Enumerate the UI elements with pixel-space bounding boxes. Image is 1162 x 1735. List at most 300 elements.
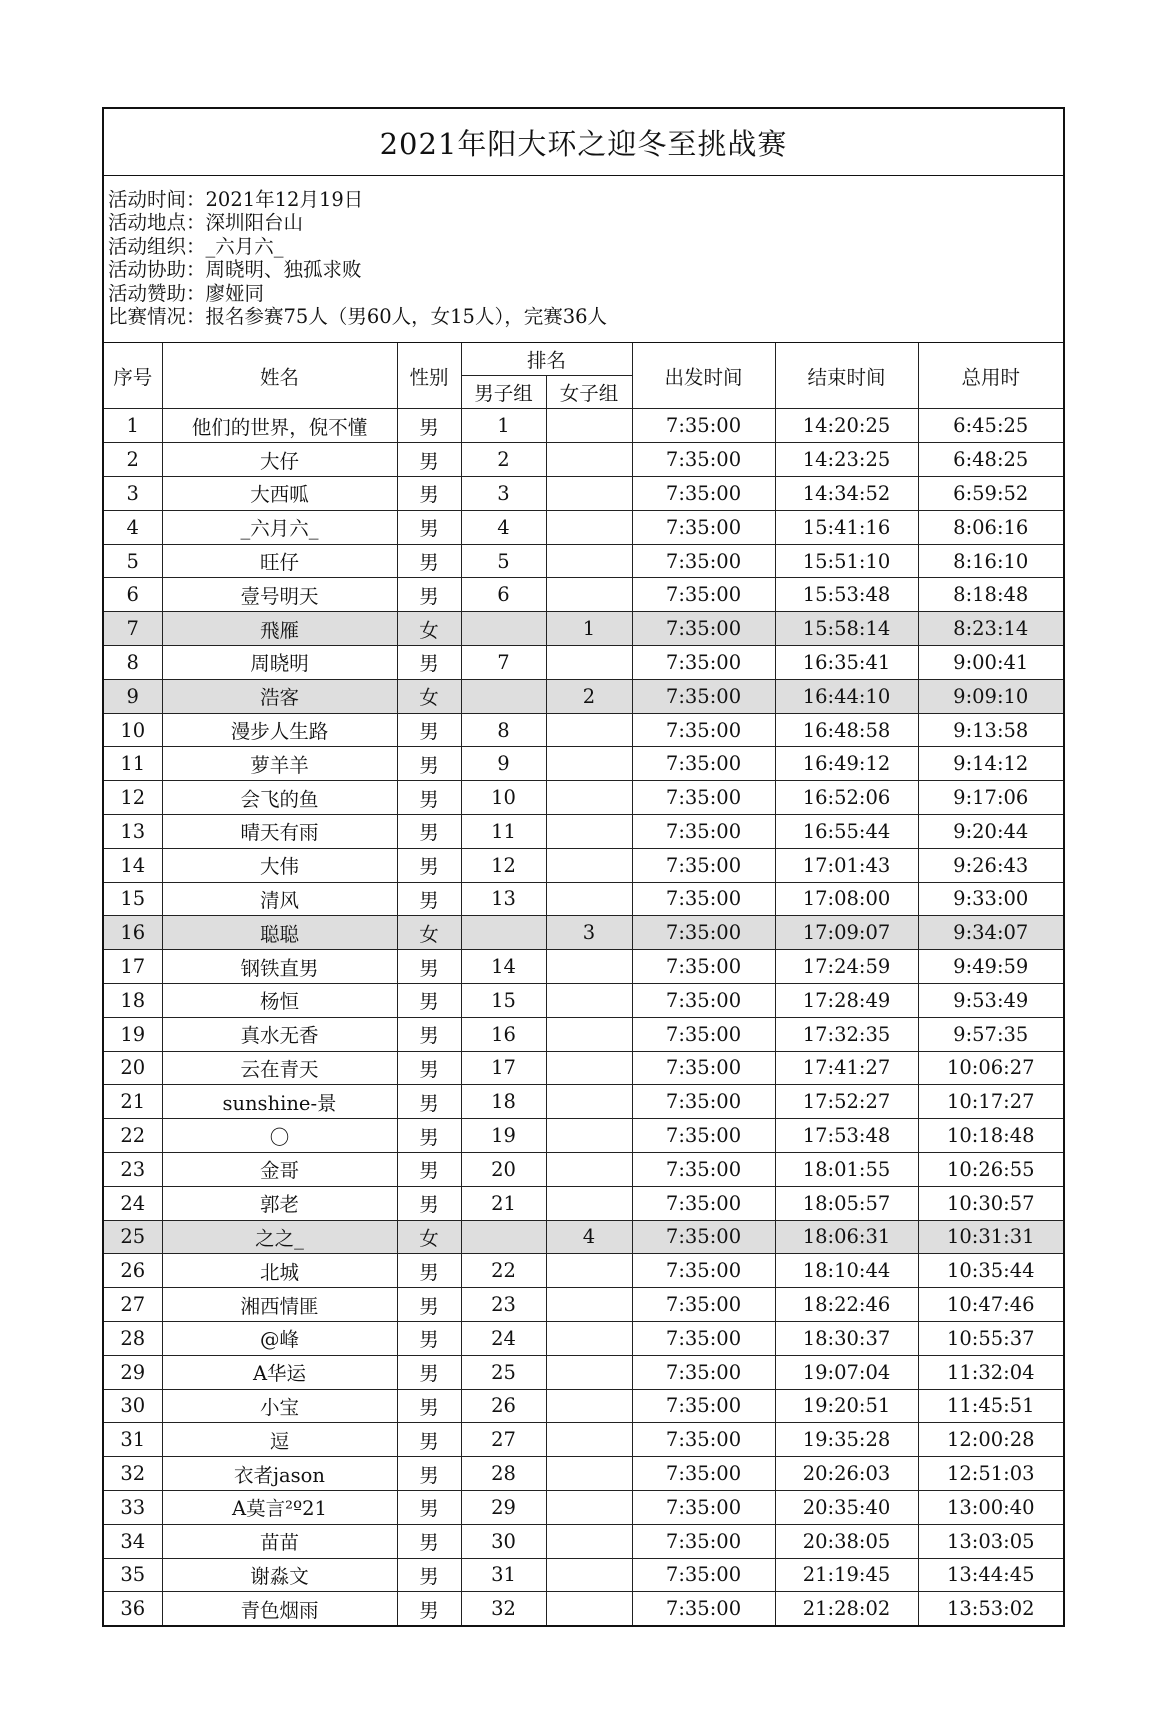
header-rank: 排名 — [461, 343, 632, 376]
cell-name: 浩客 — [162, 679, 397, 713]
cell-start-time: 7:35:00 — [632, 1423, 775, 1457]
cell-end-time: 16:52:06 — [775, 781, 918, 815]
cell-total-time: 9:57:35 — [918, 1017, 1063, 1051]
cell-seq: 9 — [104, 679, 162, 713]
table-row — [104, 1017, 1063, 1051]
cell-gender: 女 — [397, 679, 461, 713]
cell-female-rank — [546, 1017, 632, 1051]
cell-name: 漫步人生路 — [162, 713, 397, 747]
cell-end-time: 19:07:04 — [775, 1355, 918, 1389]
cell-end-time: 15:51:10 — [775, 544, 918, 578]
cell-end-time: 16:35:41 — [775, 646, 918, 680]
info-sponsor: 活动赞助：廖娅同 — [108, 281, 265, 305]
table-row — [104, 1186, 1063, 1220]
cell-total-time: 9:14:12 — [918, 747, 1063, 781]
cell-start-time: 7:35:00 — [632, 815, 775, 849]
cell-name: 云在青天 — [162, 1051, 397, 1085]
cell-total-time: 9:33:00 — [918, 882, 1063, 916]
table-row — [104, 1288, 1063, 1322]
cell-name: A莫言²º21 — [162, 1490, 397, 1524]
table-row — [104, 578, 1063, 612]
cell-gender: 男 — [397, 781, 461, 815]
cell-gender: 男 — [397, 848, 461, 882]
info-summary: 比赛情况：报名参赛75人（男60人，女15人），完赛36人 — [108, 305, 608, 329]
cell-start-time: 7:35:00 — [632, 1457, 775, 1491]
cell-female-rank — [546, 1051, 632, 1085]
cell-male-rank: 29 — [461, 1490, 546, 1524]
cell-start-time: 7:35:00 — [632, 1085, 775, 1119]
cell-name: 北城 — [162, 1254, 397, 1288]
cell-start-time: 7:35:00 — [632, 1355, 775, 1389]
cell-start-time: 7:35:00 — [632, 1288, 775, 1322]
cell-seq: 6 — [104, 578, 162, 612]
table-row — [104, 612, 1063, 646]
table-row — [104, 1423, 1063, 1457]
table-row — [104, 916, 1063, 950]
info-organizer: 活动组织：_六月六_ — [108, 234, 284, 258]
cell-end-time: 18:06:31 — [775, 1220, 918, 1254]
cell-start-time: 7:35:00 — [632, 1017, 775, 1051]
cell-male-rank: 26 — [461, 1389, 546, 1423]
table-row — [104, 1558, 1063, 1592]
cell-start-time: 7:35:00 — [632, 747, 775, 781]
cell-name: 飛雁 — [162, 612, 397, 646]
cell-start-time: 7:35:00 — [632, 882, 775, 916]
cell-end-time: 17:32:35 — [775, 1017, 918, 1051]
table-row — [104, 1051, 1063, 1085]
cell-seq: 22 — [104, 1119, 162, 1153]
cell-female-rank — [546, 1085, 632, 1119]
cell-gender: 男 — [397, 1558, 461, 1592]
cell-male-rank: 13 — [461, 882, 546, 916]
cell-gender: 男 — [397, 1085, 461, 1119]
cell-end-time: 20:38:05 — [775, 1524, 918, 1558]
cell-end-time: 17:09:07 — [775, 916, 918, 950]
cell-end-time: 14:23:25 — [775, 443, 918, 477]
cell-end-time: 18:10:44 — [775, 1254, 918, 1288]
cell-seq: 5 — [104, 544, 162, 578]
cell-female-rank — [546, 882, 632, 916]
cell-seq: 3 — [104, 477, 162, 511]
cell-end-time: 21:19:45 — [775, 1558, 918, 1592]
cell-male-rank — [461, 1220, 546, 1254]
cell-name: 郭老 — [162, 1186, 397, 1220]
cell-total-time: 9:17:06 — [918, 781, 1063, 815]
cell-name: 壹号明天 — [162, 578, 397, 612]
cell-name: @峰 — [162, 1321, 397, 1355]
cell-seq: 35 — [104, 1558, 162, 1592]
cell-female-rank — [546, 983, 632, 1017]
table-row — [104, 713, 1063, 747]
cell-male-rank: 16 — [461, 1017, 546, 1051]
cell-name: 聪聪 — [162, 916, 397, 950]
cell-total-time: 6:45:25 — [918, 409, 1063, 443]
table-row — [104, 443, 1063, 477]
cell-end-time: 17:28:49 — [775, 983, 918, 1017]
cell-female-rank — [546, 1592, 632, 1625]
cell-female-rank — [546, 1490, 632, 1524]
cell-start-time: 7:35:00 — [632, 544, 775, 578]
cell-total-time: 10:35:44 — [918, 1254, 1063, 1288]
cell-male-rank: 20 — [461, 1152, 546, 1186]
cell-male-rank: 6 — [461, 578, 546, 612]
cell-end-time: 16:44:10 — [775, 679, 918, 713]
cell-total-time: 11:32:04 — [918, 1355, 1063, 1389]
cell-start-time: 7:35:00 — [632, 713, 775, 747]
cell-total-time: 9:49:59 — [918, 950, 1063, 984]
cell-female-rank: 4 — [546, 1220, 632, 1254]
cell-female-rank — [546, 848, 632, 882]
cell-seq: 14 — [104, 848, 162, 882]
cell-end-time: 16:48:58 — [775, 713, 918, 747]
info-location: 活动地点：深圳阳台山 — [108, 211, 304, 235]
table-row — [104, 747, 1063, 781]
table-row — [104, 1389, 1063, 1423]
cell-end-time: 14:34:52 — [775, 477, 918, 511]
cell-total-time: 10:55:37 — [918, 1321, 1063, 1355]
cell-total-time: 9:26:43 — [918, 848, 1063, 882]
cell-end-time: 17:08:00 — [775, 882, 918, 916]
table-row — [104, 1321, 1063, 1355]
cell-end-time: 21:28:02 — [775, 1592, 918, 1625]
table-row — [104, 1524, 1063, 1558]
cell-seq: 7 — [104, 612, 162, 646]
table-row — [104, 848, 1063, 882]
table-row — [104, 409, 1063, 443]
cell-end-time: 18:01:55 — [775, 1152, 918, 1186]
cell-total-time: 8:06:16 — [918, 510, 1063, 544]
header-seq: 序号 — [104, 343, 162, 409]
cell-male-rank: 19 — [461, 1119, 546, 1153]
cell-male-rank — [461, 916, 546, 950]
table-row — [104, 1220, 1063, 1254]
cell-gender: 男 — [397, 578, 461, 612]
cell-gender: 男 — [397, 815, 461, 849]
cell-end-time: 17:53:48 — [775, 1119, 918, 1153]
cell-end-time: 20:26:03 — [775, 1457, 918, 1491]
cell-male-rank: 30 — [461, 1524, 546, 1558]
cell-start-time: 7:35:00 — [632, 679, 775, 713]
cell-name: A华运 — [162, 1355, 397, 1389]
header-start: 出发时间 — [632, 343, 775, 409]
cell-seq: 12 — [104, 781, 162, 815]
cell-gender: 男 — [397, 713, 461, 747]
cell-start-time: 7:35:00 — [632, 950, 775, 984]
cell-male-rank: 10 — [461, 781, 546, 815]
cell-name: 谢淼文 — [162, 1558, 397, 1592]
header-male-group: 男子组 — [461, 376, 546, 409]
cell-total-time: 13:44:45 — [918, 1558, 1063, 1592]
cell-total-time: 10:31:31 — [918, 1220, 1063, 1254]
cell-total-time: 9:34:07 — [918, 916, 1063, 950]
cell-start-time: 7:35:00 — [632, 612, 775, 646]
cell-gender: 男 — [397, 1288, 461, 1322]
cell-seq: 27 — [104, 1288, 162, 1322]
header-name: 姓名 — [162, 343, 397, 409]
cell-gender: 男 — [397, 1389, 461, 1423]
cell-female-rank — [546, 1524, 632, 1558]
table-row — [104, 882, 1063, 916]
cell-start-time: 7:35:00 — [632, 1152, 775, 1186]
cell-female-rank — [546, 1355, 632, 1389]
cell-gender: 男 — [397, 477, 461, 511]
cell-male-rank: 22 — [461, 1254, 546, 1288]
table-row — [104, 1355, 1063, 1389]
cell-total-time: 12:00:28 — [918, 1423, 1063, 1457]
cell-gender: 男 — [397, 646, 461, 680]
cell-end-time: 17:52:27 — [775, 1085, 918, 1119]
cell-total-time: 13:00:40 — [918, 1490, 1063, 1524]
cell-total-time: 13:53:02 — [918, 1592, 1063, 1625]
cell-seq: 32 — [104, 1457, 162, 1491]
table-row — [104, 510, 1063, 544]
event-info — [104, 176, 1063, 343]
cell-start-time: 7:35:00 — [632, 1490, 775, 1524]
cell-male-rank: 27 — [461, 1423, 546, 1457]
cell-start-time: 7:35:00 — [632, 1592, 775, 1625]
cell-end-time: 14:20:25 — [775, 409, 918, 443]
cell-seq: 25 — [104, 1220, 162, 1254]
cell-male-rank: 7 — [461, 646, 546, 680]
cell-gender: 男 — [397, 1457, 461, 1491]
cell-female-rank — [546, 409, 632, 443]
cell-start-time: 7:35:00 — [632, 1321, 775, 1355]
cell-female-rank — [546, 510, 632, 544]
cell-total-time: 8:18:48 — [918, 578, 1063, 612]
cell-end-time: 15:58:14 — [775, 612, 918, 646]
cell-seq: 16 — [104, 916, 162, 950]
cell-male-rank: 25 — [461, 1355, 546, 1389]
cell-seq: 23 — [104, 1152, 162, 1186]
cell-start-time: 7:35:00 — [632, 578, 775, 612]
cell-seq: 17 — [104, 950, 162, 984]
cell-total-time: 10:30:57 — [918, 1186, 1063, 1220]
cell-name: 会飞的鱼 — [162, 781, 397, 815]
cell-female-rank: 3 — [546, 916, 632, 950]
cell-start-time: 7:35:00 — [632, 1254, 775, 1288]
cell-end-time: 18:05:57 — [775, 1186, 918, 1220]
cell-gender: 男 — [397, 510, 461, 544]
cell-male-rank: 18 — [461, 1085, 546, 1119]
cell-total-time: 11:45:51 — [918, 1389, 1063, 1423]
cell-name: 清风 — [162, 882, 397, 916]
cell-seq: 31 — [104, 1423, 162, 1457]
cell-name: 周晓明 — [162, 646, 397, 680]
cell-seq: 2 — [104, 443, 162, 477]
cell-seq: 20 — [104, 1051, 162, 1085]
table-row — [104, 477, 1063, 511]
cell-name: 大西呱 — [162, 477, 397, 511]
cell-name: 他们的世界，倪不懂 — [162, 409, 397, 443]
cell-seq: 34 — [104, 1524, 162, 1558]
cell-gender: 男 — [397, 983, 461, 1017]
cell-end-time: 20:35:40 — [775, 1490, 918, 1524]
cell-gender: 男 — [397, 1524, 461, 1558]
cell-total-time: 12:51:03 — [918, 1457, 1063, 1491]
header-female-group: 女子组 — [546, 376, 632, 409]
table-row — [104, 1152, 1063, 1186]
table-row — [104, 1119, 1063, 1153]
header-gender: 性别 — [397, 343, 461, 409]
cell-male-rank: 4 — [461, 510, 546, 544]
cell-start-time: 7:35:00 — [632, 1389, 775, 1423]
info-time: 活动时间：2021年12月19日 — [108, 188, 364, 211]
cell-gender: 男 — [397, 1321, 461, 1355]
cell-start-time: 7:35:00 — [632, 848, 775, 882]
cell-seq: 1 — [104, 409, 162, 443]
cell-female-rank — [546, 578, 632, 612]
cell-female-rank — [546, 1288, 632, 1322]
cell-gender: 男 — [397, 1592, 461, 1625]
cell-name: 〇 — [162, 1119, 397, 1153]
cell-name: 钢铁直男 — [162, 950, 397, 984]
cell-male-rank: 9 — [461, 747, 546, 781]
cell-male-rank: 21 — [461, 1186, 546, 1220]
cell-female-rank — [546, 443, 632, 477]
cell-male-rank: 28 — [461, 1457, 546, 1491]
table-row — [104, 679, 1063, 713]
table-row — [104, 781, 1063, 815]
cell-male-rank: 17 — [461, 1051, 546, 1085]
cell-end-time: 16:55:44 — [775, 815, 918, 849]
cell-end-time: 16:49:12 — [775, 747, 918, 781]
cell-seq: 26 — [104, 1254, 162, 1288]
cell-gender: 男 — [397, 1152, 461, 1186]
cell-seq: 18 — [104, 983, 162, 1017]
cell-gender: 男 — [397, 544, 461, 578]
cell-female-rank — [546, 781, 632, 815]
table-row — [104, 646, 1063, 680]
table-row — [104, 1254, 1063, 1288]
cell-name: 苗苗 — [162, 1524, 397, 1558]
cell-total-time: 8:16:10 — [918, 544, 1063, 578]
cell-female-rank — [546, 544, 632, 578]
cell-female-rank — [546, 1321, 632, 1355]
cell-seq: 19 — [104, 1017, 162, 1051]
cell-seq: 33 — [104, 1490, 162, 1524]
table-row — [104, 1457, 1063, 1491]
cell-male-rank: 2 — [461, 443, 546, 477]
cell-total-time: 9:53:49 — [918, 983, 1063, 1017]
cell-start-time: 7:35:00 — [632, 646, 775, 680]
cell-male-rank: 3 — [461, 477, 546, 511]
cell-total-time: 9:13:58 — [918, 713, 1063, 747]
cell-male-rank: 23 — [461, 1288, 546, 1322]
cell-female-rank — [546, 1558, 632, 1592]
cell-female-rank — [546, 747, 632, 781]
cell-end-time: 17:01:43 — [775, 848, 918, 882]
cell-name: 之之_ — [162, 1220, 397, 1254]
cell-start-time: 7:35:00 — [632, 781, 775, 815]
cell-name: 晴天有雨 — [162, 815, 397, 849]
cell-name: 金哥 — [162, 1152, 397, 1186]
cell-seq: 11 — [104, 747, 162, 781]
cell-male-rank: 14 — [461, 950, 546, 984]
cell-female-rank — [546, 1423, 632, 1457]
cell-gender: 女 — [397, 1220, 461, 1254]
cell-male-rank: 24 — [461, 1321, 546, 1355]
cell-start-time: 7:35:00 — [632, 409, 775, 443]
table-row — [104, 1490, 1063, 1524]
results-table — [104, 343, 1063, 1625]
table-row — [104, 544, 1063, 578]
cell-seq: 21 — [104, 1085, 162, 1119]
cell-start-time: 7:35:00 — [632, 1524, 775, 1558]
cell-name: 衣者jason — [162, 1457, 397, 1491]
cell-name: 杨恒 — [162, 983, 397, 1017]
table-row — [104, 950, 1063, 984]
cell-end-time: 15:41:16 — [775, 510, 918, 544]
cell-gender: 男 — [397, 1186, 461, 1220]
cell-end-time: 19:35:28 — [775, 1423, 918, 1457]
cell-gender: 男 — [397, 1119, 461, 1153]
cell-total-time: 9:20:44 — [918, 815, 1063, 849]
cell-name: 真水无香 — [162, 1017, 397, 1051]
cell-gender: 男 — [397, 409, 461, 443]
table-row — [104, 983, 1063, 1017]
cell-end-time: 15:53:48 — [775, 578, 918, 612]
cell-name: _六月六_ — [162, 510, 397, 544]
cell-start-time: 7:35:00 — [632, 916, 775, 950]
cell-seq: 13 — [104, 815, 162, 849]
table-row — [104, 1085, 1063, 1119]
cell-female-rank — [546, 1389, 632, 1423]
cell-end-time: 18:30:37 — [775, 1321, 918, 1355]
page-title: 2021年阳大环之迎冬至挑战赛 — [104, 109, 1063, 176]
cell-gender: 男 — [397, 1355, 461, 1389]
cell-seq: 30 — [104, 1389, 162, 1423]
cell-name: 小宝 — [162, 1389, 397, 1423]
cell-male-rank: 32 — [461, 1592, 546, 1625]
cell-name: 青色烟雨 — [162, 1592, 397, 1625]
cell-male-rank — [461, 679, 546, 713]
cell-female-rank — [546, 1254, 632, 1288]
cell-gender: 男 — [397, 747, 461, 781]
results-sheet — [102, 107, 1065, 1627]
cell-gender: 男 — [397, 1051, 461, 1085]
cell-total-time: 10:06:27 — [918, 1051, 1063, 1085]
cell-female-rank — [546, 646, 632, 680]
info-assist: 活动协助：周晓明、独孤求败 — [108, 258, 362, 282]
header-total: 总用时 — [918, 343, 1063, 409]
cell-total-time: 10:17:27 — [918, 1085, 1063, 1119]
cell-male-rank: 15 — [461, 983, 546, 1017]
cell-name: sunshine-景 — [162, 1085, 397, 1119]
results-body — [104, 409, 1063, 1625]
cell-male-rank: 11 — [461, 815, 546, 849]
cell-gender: 男 — [397, 950, 461, 984]
cell-end-time: 19:20:51 — [775, 1389, 918, 1423]
cell-start-time: 7:35:00 — [632, 477, 775, 511]
cell-male-rank: 5 — [461, 544, 546, 578]
cell-seq: 36 — [104, 1592, 162, 1625]
cell-male-rank: 8 — [461, 713, 546, 747]
cell-name: 湘西情匪 — [162, 1288, 397, 1322]
cell-total-time: 6:59:52 — [918, 477, 1063, 511]
cell-male-rank: 12 — [461, 848, 546, 882]
cell-female-rank — [546, 950, 632, 984]
header-end: 结束时间 — [775, 343, 918, 409]
cell-seq: 15 — [104, 882, 162, 916]
cell-female-rank — [546, 1457, 632, 1491]
cell-gender: 男 — [397, 443, 461, 477]
cell-total-time: 10:26:55 — [918, 1152, 1063, 1186]
cell-end-time: 17:24:59 — [775, 950, 918, 984]
cell-female-rank: 1 — [546, 612, 632, 646]
table-row — [104, 815, 1063, 849]
cell-male-rank: 1 — [461, 409, 546, 443]
cell-female-rank — [546, 815, 632, 849]
